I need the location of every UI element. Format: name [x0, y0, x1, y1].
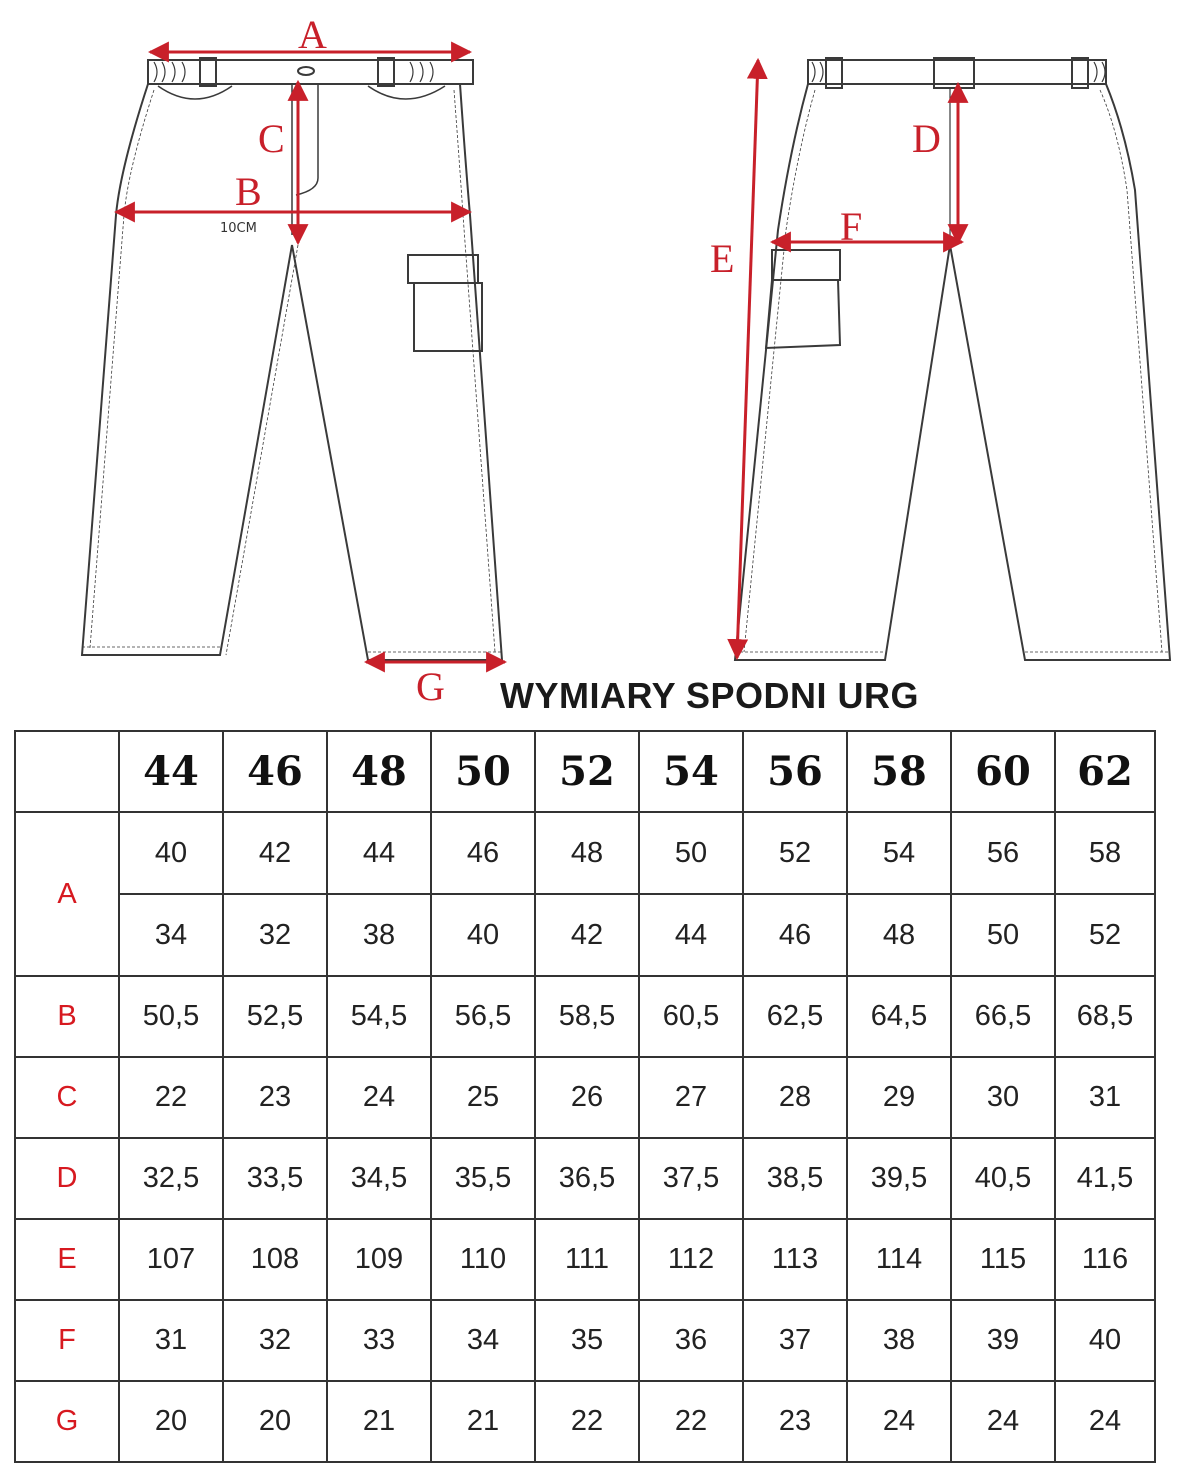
cargo-pocket: [414, 283, 482, 351]
value-cell: 46: [743, 894, 847, 976]
value-cell: 27: [639, 1057, 743, 1138]
value-cell: 58: [1055, 812, 1155, 894]
value-cell: 22: [119, 1057, 223, 1138]
value-cell: 32: [223, 894, 327, 976]
value-cell: 23: [743, 1381, 847, 1462]
label-a: A: [298, 12, 327, 57]
side-pocket: [766, 280, 840, 348]
value-cell: 34: [119, 894, 223, 976]
row-label: E: [15, 1219, 119, 1300]
label-c: C: [258, 116, 285, 161]
value-cell: 36: [639, 1300, 743, 1381]
value-cell: 30: [951, 1057, 1055, 1138]
measure-row-b: [15, 976, 1155, 1057]
measurement-lines: [116, 52, 962, 662]
value-cell: 33: [327, 1300, 431, 1381]
side-pocket-flap: [772, 250, 840, 280]
value-cell: 22: [639, 1381, 743, 1462]
value-cell: 50,5: [119, 976, 223, 1057]
value-cell: 35: [535, 1300, 639, 1381]
value-cell: 28: [743, 1057, 847, 1138]
value-cell: 40: [431, 894, 535, 976]
value-cell: 37: [743, 1300, 847, 1381]
value-cell: 20: [119, 1381, 223, 1462]
label-b: B: [235, 169, 262, 214]
front-waistband: [148, 60, 473, 84]
value-cell: 25: [431, 1057, 535, 1138]
value-cell: 50: [951, 894, 1055, 976]
value-cell: 44: [639, 894, 743, 976]
value-cell: 35,5: [431, 1138, 535, 1219]
value-cell: 52,5: [223, 976, 327, 1057]
pants-diagram: [0, 0, 1181, 720]
label-f: F: [840, 204, 863, 249]
back-waistband: [808, 60, 1106, 84]
value-cell: 54,5: [327, 976, 431, 1057]
value-cell: 64,5: [847, 976, 951, 1057]
note-10cm: 10CM: [220, 221, 257, 236]
value-cell: 114: [847, 1219, 951, 1300]
value-cell: 40: [119, 812, 223, 894]
value-cell: 110: [431, 1219, 535, 1300]
value-cell: 56: [951, 812, 1055, 894]
measure-row-f: [15, 1300, 1155, 1381]
value-cell: 48: [847, 894, 951, 976]
value-cell: 107: [119, 1219, 223, 1300]
measure-row-g: [15, 1381, 1155, 1462]
value-cell: 40: [1055, 1300, 1155, 1381]
value-cell: 108: [223, 1219, 327, 1300]
label-g: G: [416, 664, 445, 709]
value-cell: 44: [327, 812, 431, 894]
value-cell: 113: [743, 1219, 847, 1300]
measure-row-a-second: [15, 894, 1155, 976]
value-cell: 23: [223, 1057, 327, 1138]
value-cell: 42: [223, 812, 327, 894]
value-cell: 34: [431, 1300, 535, 1381]
value-cell: 21: [327, 1381, 431, 1462]
value-cell: 22: [535, 1381, 639, 1462]
cargo-pocket-flap: [408, 255, 478, 283]
size-header-cell: 52: [535, 731, 639, 812]
value-cell: 116: [1055, 1219, 1155, 1300]
value-cell: 109: [327, 1219, 431, 1300]
size-header-cell: 46: [223, 731, 327, 812]
page-title: WYMIARY SPODNI URG: [500, 675, 920, 716]
waist-button: [298, 67, 314, 75]
value-cell: 38,5: [743, 1138, 847, 1219]
value-cell: 31: [119, 1300, 223, 1381]
value-cell: 112: [639, 1219, 743, 1300]
header-row: [15, 731, 1155, 812]
value-cell: 33,5: [223, 1138, 327, 1219]
value-cell: 24: [847, 1381, 951, 1462]
label-d: D: [912, 116, 941, 161]
value-cell: 39,5: [847, 1138, 951, 1219]
value-cell: 32: [223, 1300, 327, 1381]
value-cell: 54: [847, 812, 951, 894]
row-label: B: [15, 976, 119, 1057]
value-cell: 115: [951, 1219, 1055, 1300]
corner-cell: [15, 731, 119, 812]
value-cell: 42: [535, 894, 639, 976]
measure-e-line: [737, 60, 758, 658]
size-header-cell: 60: [951, 731, 1055, 812]
value-cell: 48: [535, 812, 639, 894]
value-cell: 38: [847, 1300, 951, 1381]
value-cell: 36,5: [535, 1138, 639, 1219]
back-view: [735, 58, 1170, 660]
size-header-cell: 54: [639, 731, 743, 812]
size-header-cell: 62: [1055, 731, 1155, 812]
value-cell: 50: [639, 812, 743, 894]
size-header-cell: 56: [743, 731, 847, 812]
front-view: [82, 58, 502, 660]
size-table: [14, 730, 1156, 1463]
measure-row-c: [15, 1057, 1155, 1138]
label-e: E: [710, 236, 735, 281]
belt-loop: [378, 58, 394, 86]
value-cell: 60,5: [639, 976, 743, 1057]
size-header-cell: 58: [847, 731, 951, 812]
row-label: D: [15, 1138, 119, 1219]
value-cell: 58,5: [535, 976, 639, 1057]
value-cell: 21: [431, 1381, 535, 1462]
value-cell: 20: [223, 1381, 327, 1462]
value-cell: 46: [431, 812, 535, 894]
value-cell: 31: [1055, 1057, 1155, 1138]
size-header-cell: 44: [119, 731, 223, 812]
value-cell: 32,5: [119, 1138, 223, 1219]
value-cell: 38: [327, 894, 431, 976]
value-cell: 24: [327, 1057, 431, 1138]
value-cell: 66,5: [951, 976, 1055, 1057]
value-cell: 62,5: [743, 976, 847, 1057]
value-cell: 52: [743, 812, 847, 894]
row-label: F: [15, 1300, 119, 1381]
value-cell: 24: [951, 1381, 1055, 1462]
measure-row-a: [15, 812, 1155, 894]
value-cell: 41,5: [1055, 1138, 1155, 1219]
row-label: G: [15, 1381, 119, 1462]
size-header-cell: 48: [327, 731, 431, 812]
value-cell: 52: [1055, 894, 1155, 976]
measure-row-e: [15, 1219, 1155, 1300]
value-cell: 37,5: [639, 1138, 743, 1219]
value-cell: 24: [1055, 1381, 1155, 1462]
value-cell: 40,5: [951, 1138, 1055, 1219]
belt-loop: [200, 58, 216, 86]
size-header-cell: 50: [431, 731, 535, 812]
value-cell: 34,5: [327, 1138, 431, 1219]
value-cell: 56,5: [431, 976, 535, 1057]
value-cell: 68,5: [1055, 976, 1155, 1057]
row-label: C: [15, 1057, 119, 1138]
measure-row-d: [15, 1138, 1155, 1219]
back-outline: [735, 84, 1170, 660]
value-cell: 26: [535, 1057, 639, 1138]
row-label: A: [15, 812, 119, 976]
value-cell: 39: [951, 1300, 1055, 1381]
value-cell: 29: [847, 1057, 951, 1138]
value-cell: 111: [535, 1219, 639, 1300]
